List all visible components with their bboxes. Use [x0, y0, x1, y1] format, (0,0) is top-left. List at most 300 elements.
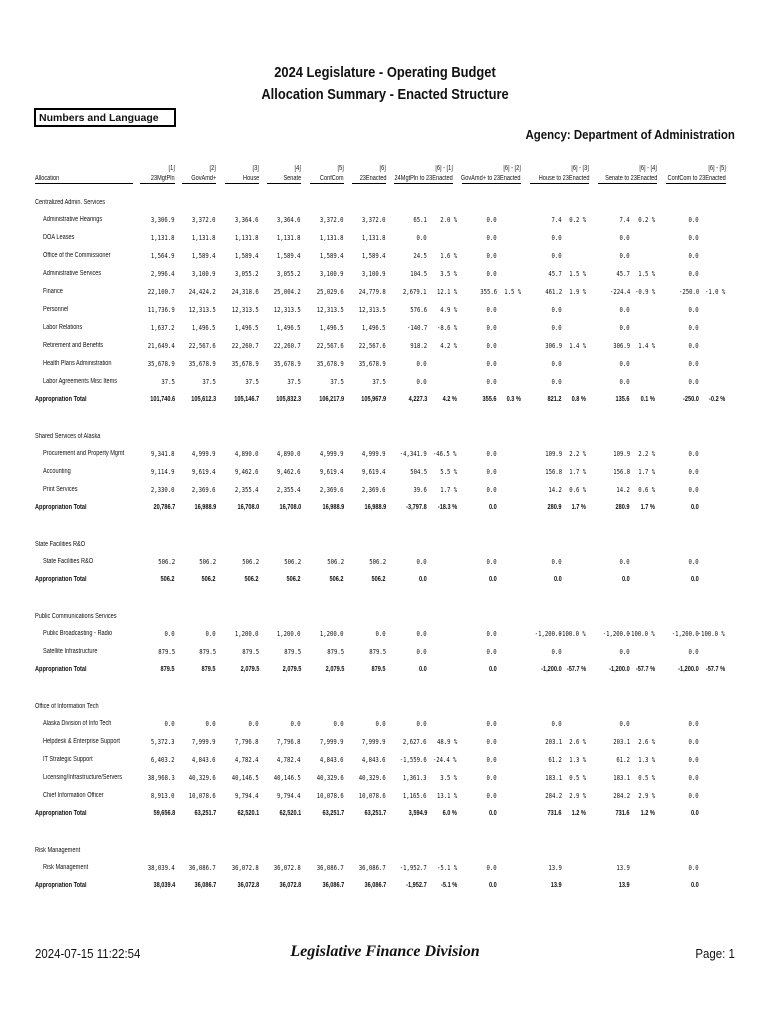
diff-percent-cell: -5.1 %	[436, 864, 457, 872]
diff-value-cell: 0.0	[691, 882, 699, 889]
diff-value-cell: 0.0	[688, 252, 699, 260]
value-cell: 1,131.8	[277, 234, 301, 242]
diff-value-cell: 0.0	[619, 720, 630, 728]
diff-value-cell: 0.0	[489, 504, 497, 511]
diff-value-cell: 39.6	[413, 486, 427, 494]
value-cell: 36,086.7	[189, 864, 216, 872]
column-header-index: [1]	[168, 165, 175, 172]
diff-value-cell: 284.2	[613, 792, 630, 800]
diff-percent-cell: 0.2 %	[638, 216, 655, 224]
diff-percent-cell: 3.5 %	[440, 270, 457, 278]
diff-value-cell: 821.2	[547, 396, 562, 403]
diff-value-cell: -250.0	[678, 288, 699, 296]
header-underline	[267, 183, 301, 184]
diff-percent-cell: -5.1 %	[440, 882, 457, 889]
value-cell: 506.2	[286, 576, 301, 583]
value-cell: 1,131.8	[151, 234, 175, 242]
diff-value-cell: 0.0	[486, 342, 497, 350]
diff-percent-cell: 1.2 %	[640, 810, 655, 817]
value-cell: 35,678.9	[232, 360, 259, 368]
diff-percent-cell: 1.7 %	[640, 504, 655, 511]
diff-value-cell: 355.6	[482, 396, 497, 403]
value-cell: 879.5	[284, 648, 301, 656]
column-header-index: [6] - [3]	[571, 165, 589, 172]
value-cell: 1,131.8	[192, 234, 216, 242]
allocation-label: Finance	[43, 288, 63, 295]
header-underline	[35, 183, 133, 184]
diff-value-cell: 3,594.9	[408, 810, 427, 817]
value-cell: 3,372.0	[320, 216, 344, 224]
footer-page-number: Page: 1	[695, 946, 735, 961]
diff-value-cell: 24.5	[413, 252, 427, 260]
diff-percent-cell: 2.9 %	[569, 792, 586, 800]
diff-percent-cell: -100.0 %	[559, 630, 586, 638]
value-cell: 63,251.7	[194, 810, 216, 817]
diff-value-cell: 0.0	[486, 558, 497, 566]
diff-value-cell: -140.7	[406, 324, 427, 332]
value-cell: 35,678.9	[189, 360, 216, 368]
value-cell: 4,782.4	[277, 756, 301, 764]
diff-value-cell: -224.4	[609, 288, 630, 296]
value-cell: 6,403.2	[151, 756, 175, 764]
diff-value-cell: 0.0	[688, 360, 699, 368]
diff-value-cell: 0.0	[688, 342, 699, 350]
diff-value-cell: 0.0	[622, 576, 630, 583]
column-header-name: ConfCom	[320, 175, 344, 182]
appropriation-total-label: Appropriation Total	[35, 666, 87, 673]
value-cell: 36,072.8	[237, 882, 259, 889]
value-cell: 506.2	[369, 558, 386, 566]
diff-percent-cell: -57.7 %	[566, 666, 586, 673]
header-underline	[140, 183, 175, 184]
value-cell: 37.5	[245, 378, 259, 386]
allocation-label: Helpdesk & Enterprise Support	[43, 738, 120, 745]
diff-percent-cell: 2.0 %	[440, 216, 457, 224]
value-cell: 4,890.0	[235, 450, 259, 458]
diff-value-cell: 0.0	[486, 252, 497, 260]
diff-value-cell: 0.0	[619, 360, 630, 368]
header-underline	[182, 183, 216, 184]
diff-value-cell: 4,227.3	[408, 396, 427, 403]
diff-value-cell: 13.9	[619, 882, 630, 889]
diff-value-cell: 0.0	[416, 558, 427, 566]
diff-percent-cell: 1.7 %	[569, 468, 586, 476]
diff-value-cell: 0.0	[486, 792, 497, 800]
diff-value-cell: 280.9	[615, 504, 630, 511]
value-cell: 879.5	[160, 666, 175, 673]
value-cell: 1,200.0	[320, 630, 344, 638]
value-cell: 1,589.4	[192, 252, 216, 260]
value-cell: 0.0	[205, 720, 216, 728]
diff-percent-cell: -0.2 %	[708, 396, 725, 403]
value-cell: 1,131.8	[362, 234, 386, 242]
diff-value-cell: 0.0	[619, 306, 630, 314]
value-cell: 37.5	[330, 378, 344, 386]
diff-percent-cell: 2.6 %	[569, 738, 586, 746]
allocation-label: Chief Information Officer	[43, 792, 104, 799]
value-cell: 4,782.4	[235, 756, 259, 764]
value-cell: 101,740.6	[150, 396, 175, 403]
value-cell: 879.5	[369, 648, 386, 656]
diff-value-cell: 918.2	[410, 342, 427, 350]
allocation-label: Office of the Commissioner	[43, 252, 111, 259]
value-cell: 36,086.7	[322, 882, 344, 889]
allocation-label: Licensing/Infrastructure/Servers	[43, 774, 123, 781]
header-underline	[310, 183, 344, 184]
diff-percent-cell: 1.3 %	[569, 756, 586, 764]
value-cell: 0.0	[205, 630, 216, 638]
diff-value-cell: -4,341.9	[400, 450, 427, 458]
diff-percent-cell: -46.5 %	[433, 450, 457, 458]
allocation-label: Public Broadcasting - Radio	[43, 630, 113, 637]
value-cell: 16,988.9	[194, 504, 216, 511]
value-cell: 36,072.8	[279, 882, 301, 889]
diff-value-cell: 0.0	[486, 234, 497, 242]
diff-value-cell: 0.0	[688, 234, 699, 242]
diff-value-cell: 0.0	[691, 576, 699, 583]
diff-value-cell: 461.2	[545, 288, 562, 296]
diff-percent-cell: -57.7 %	[705, 666, 725, 673]
value-cell: 36,072.8	[232, 864, 259, 872]
value-cell: 9,341.8	[151, 450, 175, 458]
allocation-label: Labor Agreements Misc Items	[43, 378, 118, 385]
value-cell: 3,100.9	[192, 270, 216, 278]
diff-value-cell: 0.0	[416, 360, 427, 368]
value-cell: 3,055.2	[277, 270, 301, 278]
diff-percent-cell: 2.6 %	[638, 738, 655, 746]
value-cell: 4,843.6	[192, 756, 216, 764]
diff-value-cell: 0.0	[486, 378, 497, 386]
value-cell: 4,843.6	[320, 756, 344, 764]
diff-value-cell: 1,361.3	[403, 774, 427, 782]
value-cell: 40,146.5	[232, 774, 259, 782]
diff-value-cell: 0.0	[554, 576, 562, 583]
diff-value-cell: -250.0	[683, 396, 699, 403]
diff-value-cell: 7.4	[619, 216, 630, 224]
value-cell: 7,999.9	[320, 738, 344, 746]
value-cell: 1,589.4	[277, 252, 301, 260]
diff-value-cell: 306.9	[613, 342, 630, 350]
value-cell: 12,313.5	[232, 306, 259, 314]
value-cell: 12,313.5	[359, 306, 386, 314]
diff-percent-cell: 1.7 %	[440, 486, 457, 494]
value-cell: 506.2	[371, 576, 386, 583]
value-cell: 0.0	[333, 720, 344, 728]
diff-value-cell: 0.0	[551, 558, 562, 566]
column-header-index: [4]	[294, 165, 301, 172]
diff-value-cell: 0.0	[619, 234, 630, 242]
value-cell: 1,564.9	[151, 252, 175, 260]
diff-value-cell: 13.9	[616, 864, 630, 872]
diff-value-cell: 7.4	[551, 216, 562, 224]
diff-value-cell: 61.2	[548, 756, 562, 764]
diff-value-cell: -1,200.0	[541, 666, 562, 673]
value-cell: 106,217.9	[319, 396, 344, 403]
value-cell: 9,619.4	[320, 468, 344, 476]
value-cell: 4,999.9	[192, 450, 216, 458]
value-cell: 1,131.8	[235, 234, 259, 242]
value-cell: 3,306.9	[151, 216, 175, 224]
value-cell: 4,843.6	[362, 756, 386, 764]
diff-percent-cell: 4.2 %	[440, 342, 457, 350]
value-cell: 9,619.4	[192, 468, 216, 476]
value-cell: 1,637.2	[151, 324, 175, 332]
diff-value-cell: 306.9	[545, 342, 562, 350]
diff-value-cell: 0.0	[486, 486, 497, 494]
value-cell: 35,678.9	[274, 360, 301, 368]
diff-value-cell: 203.1	[613, 738, 630, 746]
diff-value-cell: -1,200.0	[609, 666, 630, 673]
diff-percent-cell: 1.6 %	[440, 252, 457, 260]
diff-value-cell: 0.0	[619, 558, 630, 566]
diff-percent-cell: 2.2 %	[569, 450, 586, 458]
value-cell: 879.5	[199, 648, 216, 656]
diff-value-cell: 0.0	[416, 720, 427, 728]
diff-percent-cell: 2.9 %	[638, 792, 655, 800]
diff-percent-cell: 0.5 %	[569, 774, 586, 782]
diff-value-cell: 1,165.6	[403, 792, 427, 800]
value-cell: 21,649.4	[148, 342, 175, 350]
value-cell: 38,039.4	[148, 864, 175, 872]
value-cell: 12,313.5	[317, 306, 344, 314]
value-cell: 0.0	[290, 720, 301, 728]
value-cell: 36,072.8	[274, 864, 301, 872]
value-cell: 16,988.9	[322, 504, 344, 511]
diff-value-cell: -1,200.0	[603, 630, 630, 638]
column-header-name: 23Enacted	[359, 175, 386, 182]
value-cell: 1,200.0	[277, 630, 301, 638]
value-cell: 506.2	[201, 576, 216, 583]
allocation-label: Satellite Infrastructure	[43, 648, 98, 655]
value-cell: 40,329.6	[359, 774, 386, 782]
diff-value-cell: 0.0	[551, 648, 562, 656]
report-title: 2024 Legislature - Operating Budget	[274, 64, 496, 81]
value-cell: 879.5	[201, 666, 216, 673]
diff-value-cell: 0.0	[486, 468, 497, 476]
agency-label: Agency: Department of Administration	[525, 127, 735, 142]
section-title: Public Communications Services	[35, 613, 117, 620]
value-cell: 9,619.4	[362, 468, 386, 476]
diff-value-cell: 14.2	[616, 486, 630, 494]
column-header-name: GovAmd+	[190, 175, 216, 182]
allocation-label: Alaska Division of Info Tech	[43, 720, 112, 727]
value-cell: 37.5	[372, 378, 386, 386]
value-cell: 16,708.0	[279, 504, 301, 511]
value-cell: 2,079.5	[282, 666, 301, 673]
diff-value-cell: 156.8	[545, 468, 562, 476]
appropriation-total-label: Appropriation Total	[35, 396, 87, 403]
header-underline	[225, 183, 259, 184]
column-header-index: [6] - [2]	[503, 165, 521, 172]
diff-value-cell: 183.1	[613, 774, 630, 782]
diff-percent-cell: 4.2 %	[442, 396, 457, 403]
header-underline	[530, 183, 589, 184]
value-cell: 105,832.3	[276, 396, 301, 403]
diff-value-cell: 0.0	[688, 270, 699, 278]
value-cell: 1,131.8	[320, 234, 344, 242]
diff-value-cell: 731.6	[615, 810, 630, 817]
diff-value-cell: -1,559.6	[400, 756, 427, 764]
value-cell: 38,968.3	[148, 774, 175, 782]
diff-value-cell: 0.0	[551, 378, 562, 386]
diff-value-cell: 0.0	[551, 324, 562, 332]
allocation-label: Print Services	[43, 486, 78, 493]
diff-percent-cell: 1.7 %	[638, 468, 655, 476]
appropriation-total-label: Appropriation Total	[35, 882, 87, 889]
diff-value-cell: 0.0	[688, 378, 699, 386]
value-cell: 2,369.6	[362, 486, 386, 494]
allocation-label: Accounting	[43, 468, 71, 475]
column-header-index: [6]	[379, 165, 386, 172]
diff-value-cell: 284.2	[545, 792, 562, 800]
value-cell: 12,313.5	[189, 306, 216, 314]
value-cell: 7,796.8	[277, 738, 301, 746]
value-cell: 105,612.3	[191, 396, 216, 403]
diff-percent-cell: 12.1 %	[436, 288, 457, 296]
value-cell: 0.0	[164, 630, 175, 638]
diff-value-cell: 45.7	[616, 270, 630, 278]
column-header-index: [6] - [5]	[708, 165, 726, 172]
value-cell: 2,996.4	[151, 270, 175, 278]
allocation-label: IT Strategic Support	[43, 756, 93, 763]
diff-percent-cell: 0.5 %	[638, 774, 655, 782]
diff-value-cell: 280.9	[547, 504, 562, 511]
allocation-label: Health Plans Administration	[43, 360, 112, 367]
value-cell: 12,313.5	[274, 306, 301, 314]
section-title: Centralized Admin. Services	[35, 199, 106, 206]
value-cell: 25,004.2	[274, 288, 301, 296]
value-cell: 22,567.6	[317, 342, 344, 350]
diff-percent-cell: 1.9 %	[569, 288, 586, 296]
diff-value-cell: 0.0	[688, 486, 699, 494]
diff-percent-cell: 2.2 %	[638, 450, 655, 458]
value-cell: 0.0	[375, 720, 386, 728]
diff-percent-cell: 1.4 %	[569, 342, 586, 350]
column-header-name: House to 23Enacted	[538, 175, 589, 182]
diff-value-cell: 0.0	[416, 378, 427, 386]
diff-value-cell: 0.0	[551, 252, 562, 260]
diff-value-cell: 0.0	[619, 648, 630, 656]
diff-value-cell: 0.0	[688, 306, 699, 314]
diff-percent-cell: 6.0 %	[442, 810, 457, 817]
diff-value-cell: 0.0	[619, 324, 630, 332]
section-title: Shared Services of Alaska	[35, 433, 101, 440]
column-header-name: 23MgtPln	[151, 175, 175, 182]
diff-value-cell: 0.0	[688, 216, 699, 224]
diff-percent-cell: 1.3 %	[638, 756, 655, 764]
diff-percent-cell: 4.9 %	[440, 306, 457, 314]
value-cell: 38,039.4	[153, 882, 175, 889]
value-cell: 9,794.4	[235, 792, 259, 800]
value-cell: 63,251.7	[322, 810, 344, 817]
value-cell: 7,999.9	[362, 738, 386, 746]
section-title: Office of Information Tech	[35, 703, 99, 710]
diff-value-cell: 13.9	[551, 882, 562, 889]
value-cell: 24,424.2	[189, 288, 216, 296]
value-cell: 40,329.6	[189, 774, 216, 782]
column-header-index: [3]	[252, 165, 259, 172]
diff-value-cell: 0.0	[688, 558, 699, 566]
diff-value-cell: 0.0	[619, 378, 630, 386]
value-cell: 59,656.8	[153, 810, 175, 817]
value-cell: 62,520.1	[279, 810, 301, 817]
diff-value-cell: 0.0	[486, 360, 497, 368]
column-header-name: 24MgtPln to 23Enacted	[394, 175, 453, 182]
diff-value-cell: 0.0	[551, 234, 562, 242]
appropriation-total-label: Appropriation Total	[35, 504, 87, 511]
allocation-label: Retirement and Benefits	[43, 342, 104, 349]
diff-percent-cell: 1.4 %	[638, 342, 655, 350]
value-cell: 3,364.6	[277, 216, 301, 224]
column-header-index: [6] - [4]	[639, 165, 657, 172]
value-cell: 0.0	[164, 720, 175, 728]
value-cell: 506.2	[327, 558, 344, 566]
value-cell: 1,496.5	[192, 324, 216, 332]
column-header-name: ConfCom to 23Enacted	[667, 175, 726, 182]
value-cell: 4,890.0	[277, 450, 301, 458]
diff-value-cell: 0.0	[691, 504, 699, 511]
diff-value-cell: 65.1	[413, 216, 427, 224]
header-underline	[394, 183, 453, 184]
value-cell: 35,678.9	[359, 360, 386, 368]
value-cell: 7,796.8	[235, 738, 259, 746]
diff-value-cell: 0.0	[419, 576, 427, 583]
diff-percent-cell: -1.0 %	[704, 288, 725, 296]
diff-value-cell: 504.5	[410, 468, 427, 476]
diff-value-cell: 0.0	[688, 792, 699, 800]
diff-percent-cell: 5.5 %	[440, 468, 457, 476]
value-cell: 63,251.7	[364, 810, 386, 817]
diff-value-cell: 0.0	[486, 648, 497, 656]
diff-percent-cell: -57.7 %	[635, 666, 655, 673]
value-cell: 1,496.5	[235, 324, 259, 332]
value-cell: 36,086.7	[359, 864, 386, 872]
diff-value-cell: 0.0	[486, 630, 497, 638]
diff-value-cell: 104.5	[410, 270, 427, 278]
value-cell: 1,200.0	[235, 630, 259, 638]
column-header-index: [2]	[209, 165, 216, 172]
value-cell: 7,999.9	[192, 738, 216, 746]
diff-value-cell: 0.0	[486, 756, 497, 764]
diff-value-cell: 203.1	[545, 738, 562, 746]
value-cell: 4,999.9	[320, 450, 344, 458]
diff-percent-cell: -8.6 %	[436, 324, 457, 332]
value-cell: 2,369.6	[192, 486, 216, 494]
diff-value-cell: 0.0	[551, 306, 562, 314]
value-cell: 22,100.7	[148, 288, 175, 296]
value-cell: 2,079.5	[240, 666, 259, 673]
value-cell: 3,100.9	[320, 270, 344, 278]
footer-timestamp: 2024-07-15 11:22:54	[35, 946, 141, 961]
diff-percent-cell: 3.5 %	[440, 774, 457, 782]
column-header-name: GovAmd+ to 23Enacted	[461, 175, 521, 182]
value-cell: 879.5	[327, 648, 344, 656]
value-cell: 9,462.6	[277, 468, 301, 476]
diff-value-cell: -3,797.8	[406, 504, 427, 511]
diff-value-cell: 576.6	[410, 306, 427, 314]
diff-value-cell: 109.9	[613, 450, 630, 458]
column-header-index: [5]	[337, 165, 344, 172]
value-cell: 506.2	[158, 558, 175, 566]
diff-value-cell: 0.0	[486, 216, 497, 224]
value-cell: 11,736.9	[148, 306, 175, 314]
allocation-label: Administrative Services	[43, 270, 102, 277]
value-cell: 1,589.4	[362, 252, 386, 260]
value-cell: 0.0	[375, 630, 386, 638]
value-cell: 1,496.5	[320, 324, 344, 332]
diff-value-cell: 355.6	[480, 288, 497, 296]
value-cell: 16,988.9	[364, 504, 386, 511]
